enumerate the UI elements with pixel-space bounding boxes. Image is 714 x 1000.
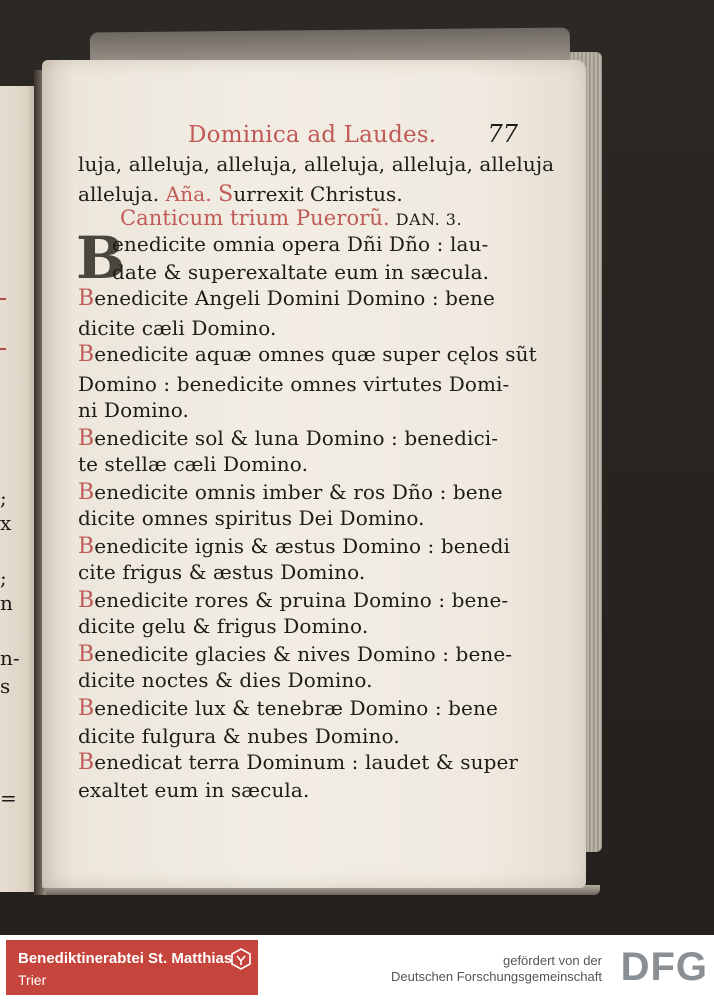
left-page-fragment: =: [0, 786, 17, 810]
institution-banner[interactable]: [6, 940, 258, 995]
rubric-initial: B: [78, 696, 95, 721]
line-text: enedicite glacies & nives Domino : bene-: [94, 642, 513, 666]
text-line: [78, 668, 373, 692]
line-text: dicite gelu & frigus Domino.: [78, 614, 369, 638]
line-text: date & superexaltate eum in sæcula.: [112, 260, 490, 284]
left-page-fragment: x: [0, 511, 12, 535]
text-line: [78, 750, 518, 775]
rubric-initial: B: [78, 426, 95, 451]
rubric-initial: B: [78, 342, 95, 367]
funding-line-1: gefördert von der: [502, 953, 602, 968]
line-text: Domino : benedicite omnes virtutes Domi-: [78, 372, 510, 396]
left-page-fragment: n: [0, 591, 13, 615]
line-text: te stellæ cæli Domino.: [78, 452, 309, 476]
line-text: dicite fulgura & nubes Domino.: [78, 724, 400, 748]
text-line: [78, 316, 276, 340]
line-text: enedicite Angeli Domini Domino : bene: [94, 286, 495, 310]
page-number: 77: [487, 120, 518, 148]
line-text: cite frigus & æstus Domino.: [78, 560, 366, 584]
text-line: [78, 286, 495, 311]
line-text: enedicite omnis imber & ros Dño : bene: [94, 480, 503, 504]
text-line: [78, 642, 512, 667]
funding-line-2: Deutschen Forschungsgemeinschaft: [390, 969, 602, 984]
line-text: enedicite omnia opera Dñi Dño : lau-: [112, 232, 489, 256]
scripture-reference: DAN. 3.: [395, 210, 463, 229]
line-text: dicite noctes & dies Domino.: [78, 668, 373, 692]
text-line: [78, 182, 403, 207]
line-text: urrexit Christus.: [233, 182, 403, 206]
rubric-initial: B: [78, 480, 95, 505]
line-text: dicite cæli Domino.: [78, 316, 277, 340]
left-page-fragment: ;: [0, 486, 7, 510]
text-line: [78, 614, 368, 638]
text-line: [78, 696, 498, 721]
book-page: [42, 60, 586, 888]
text-line: [78, 426, 498, 451]
text-line: [78, 560, 365, 584]
line-text: ni Domino.: [78, 398, 189, 422]
text-line: [78, 724, 400, 748]
left-page-red-mark: [0, 348, 6, 350]
dfg-logo: DFG: [620, 945, 708, 989]
footer-bar: [0, 935, 714, 1000]
line-text: enedicite rores & pruina Domino : bene-: [94, 588, 509, 612]
text-line: [78, 342, 537, 367]
line-text: dicite omnes spiritus Dei Domino.: [78, 506, 425, 530]
institution-city: Trier: [18, 972, 47, 988]
text-line: [120, 206, 462, 230]
abbey-emblem-icon: [230, 948, 252, 970]
rubric-initial: B: [78, 534, 95, 559]
text-line: [78, 452, 308, 476]
institution-name: Benediktinerabtei St. Matthias: [18, 950, 233, 967]
text-line: [112, 260, 489, 284]
text-line: [78, 372, 509, 396]
line-text: enedicat terra Dominum : laudet & super: [94, 750, 519, 774]
rubric-initial: B: [78, 750, 95, 775]
previous-page-sliver: [0, 86, 38, 892]
rubric-initial: B: [78, 642, 95, 667]
rubric-initial: B: [78, 588, 95, 613]
line-text: exaltet eum in sæcula.: [78, 778, 310, 802]
text-line: [78, 506, 425, 530]
running-head: Dominica ad Laudes.: [188, 122, 437, 148]
text-line: [78, 778, 309, 802]
left-page-fragment: n-: [0, 646, 20, 670]
text-line: [78, 480, 503, 505]
text-line: [78, 398, 189, 422]
line-text: luja, alleluja, alleluja, alleluja, alleluja, alleluja: [78, 152, 555, 176]
line-text: enedicite sol & luna Domino : benedici-: [94, 426, 499, 450]
rubric-initial: S: [218, 182, 234, 207]
text-line: [78, 534, 510, 559]
text-line: [112, 232, 488, 256]
line-text: alleluja.: [78, 182, 166, 206]
rubric-initial: B: [78, 286, 95, 311]
text-line: [78, 588, 508, 613]
line-text: enedicite lux & tenebræ Domino : bene: [94, 696, 498, 720]
drop-cap: B: [76, 224, 126, 292]
line-text: enedicite ignis & æstus Domino : benedi: [94, 534, 510, 558]
left-page-fragment: ;: [0, 566, 7, 590]
antiphon-rubric: Aña.: [165, 182, 212, 206]
left-page-red-mark: [0, 298, 6, 300]
left-page-fragment: s: [0, 674, 11, 698]
canticle-title: Canticum trium Puerorũ.: [120, 206, 390, 230]
text-line: [78, 152, 554, 176]
page-header: [188, 122, 518, 156]
line-text: enedicite aquæ omnes quæ super cęlos sũt: [94, 342, 537, 366]
